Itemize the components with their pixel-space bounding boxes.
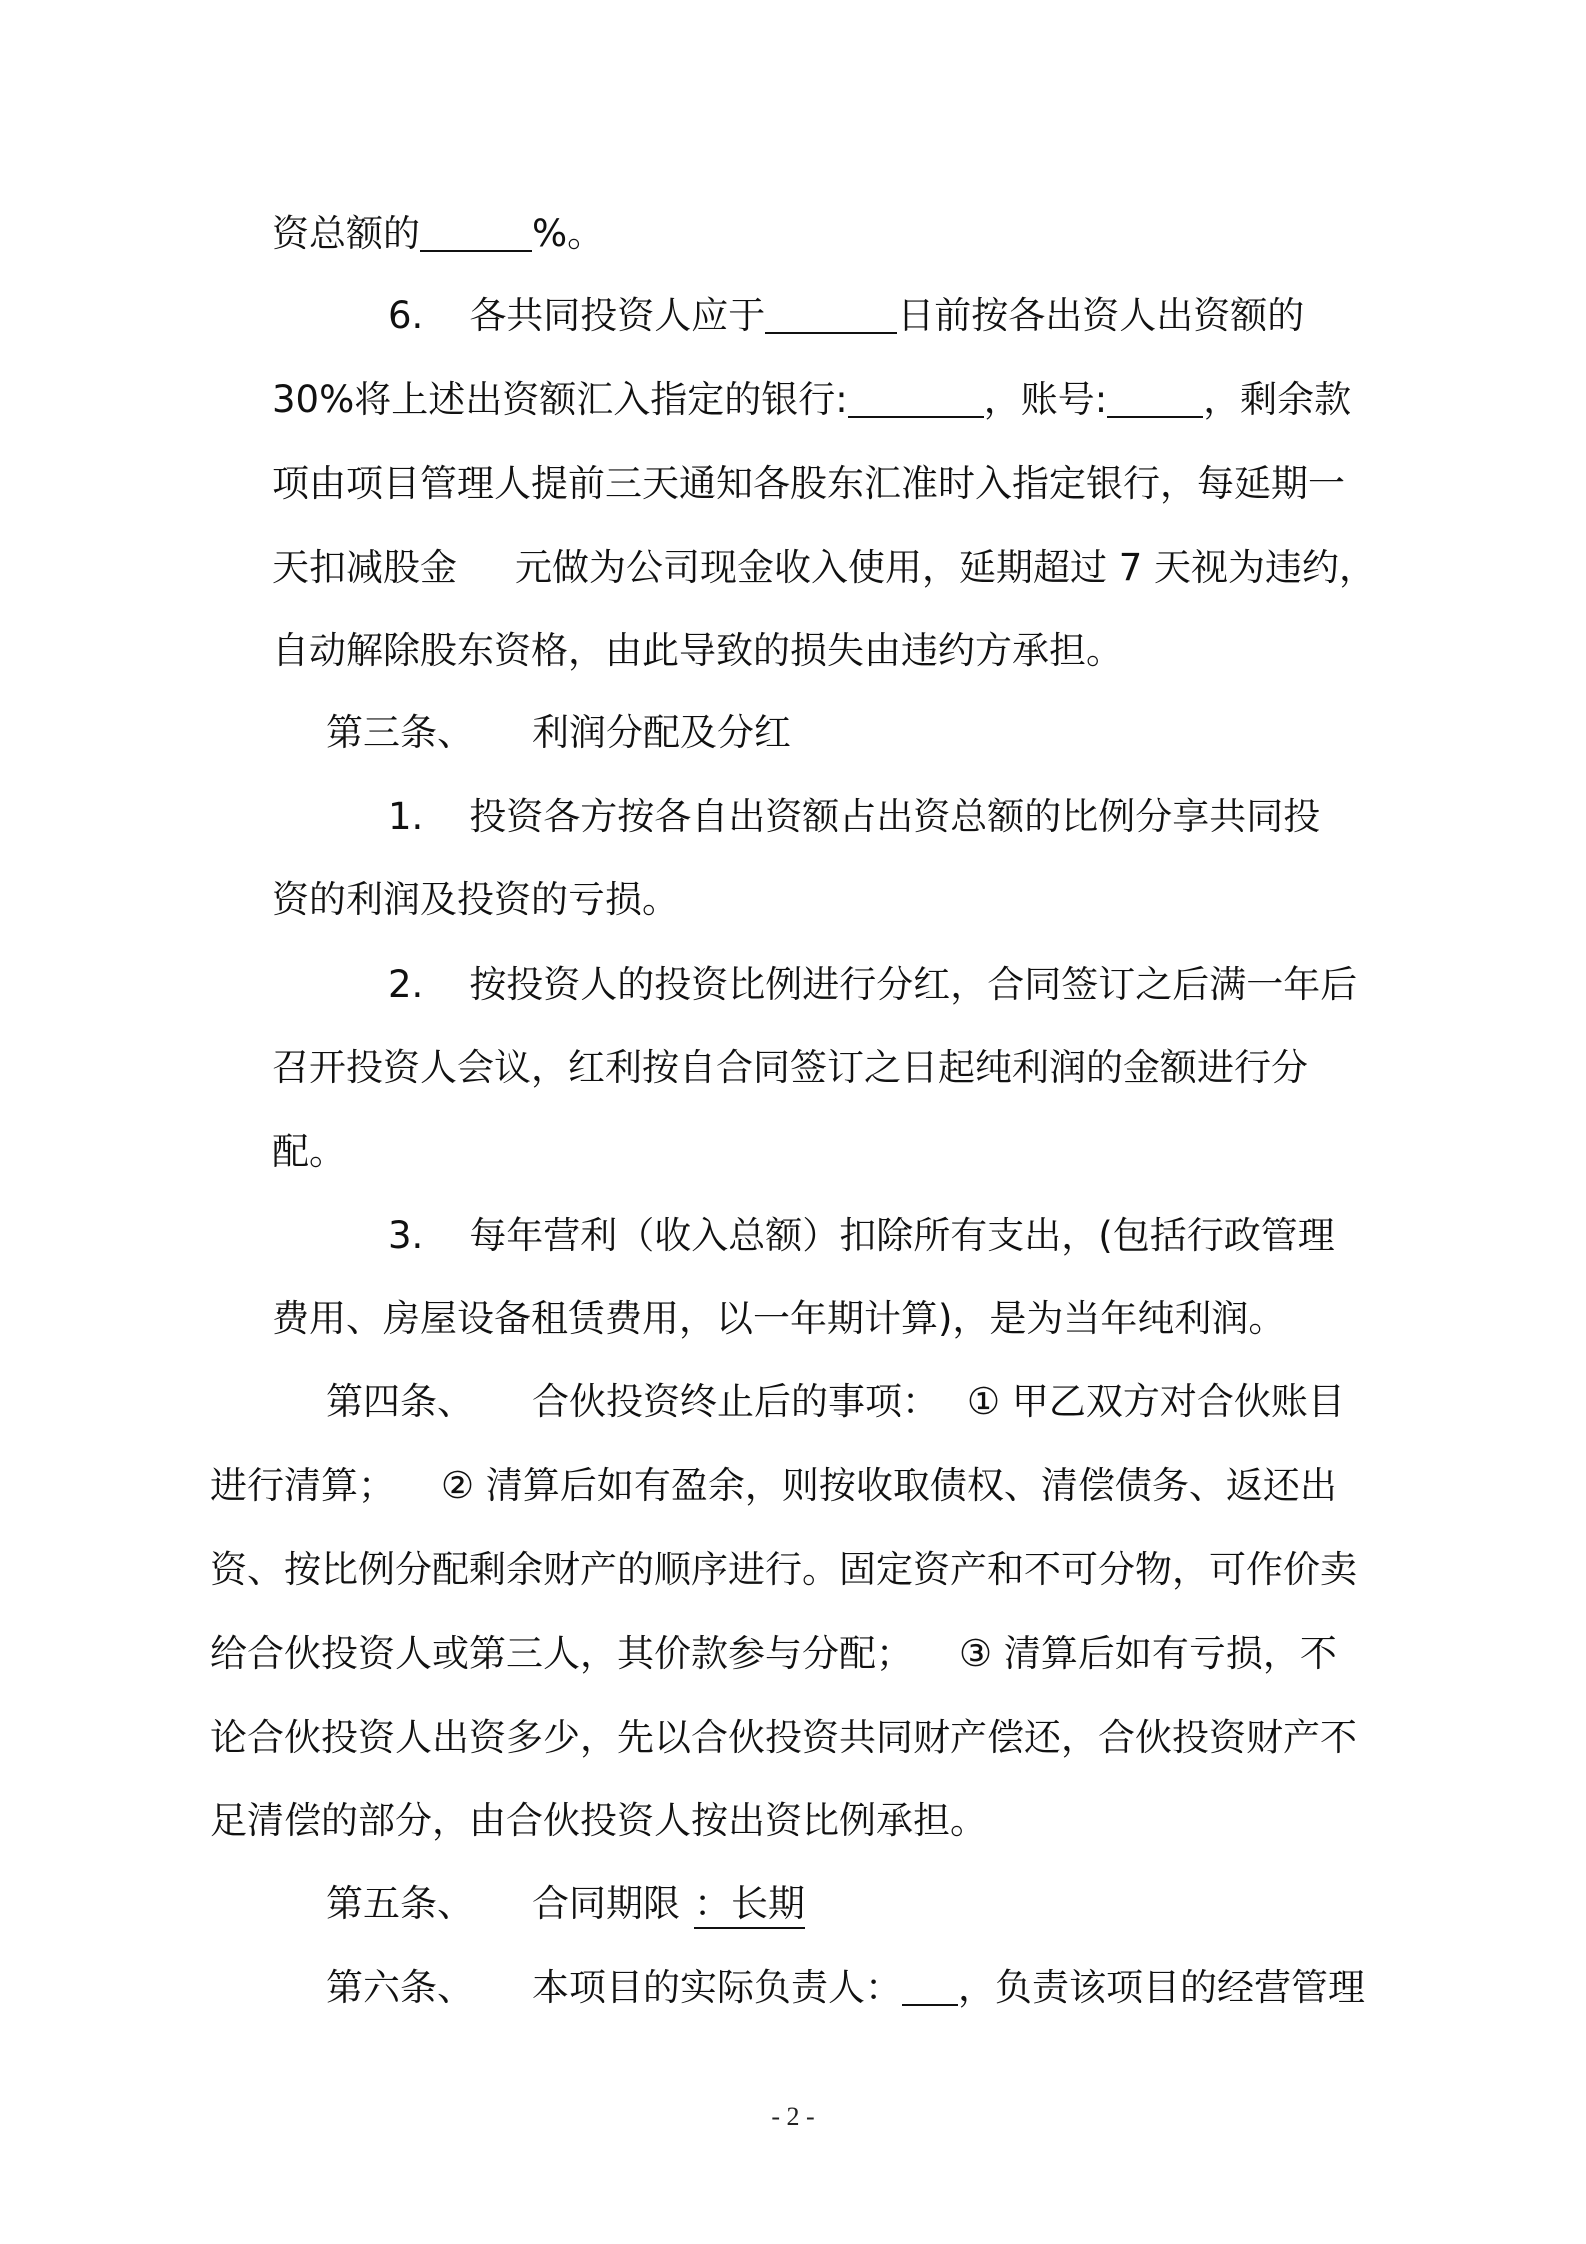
text-segment: 项由项目管理人提前三天通知各股东汇准时入指定银行，每延期一 <box>272 462 1345 505</box>
fill-blank <box>765 292 897 334</box>
text-segment: 30%将上述出资额汇入指定的银行: <box>272 378 848 421</box>
text-segment: 进行清算； <box>210 1464 395 1507</box>
text-line <box>272 210 604 258</box>
text-line <box>388 961 1357 1009</box>
fill-blank <box>1107 376 1203 418</box>
text-segment: 自动解除股东资格，由此导致的损失由违约方承担。 <box>272 629 1123 672</box>
text-line <box>388 292 1304 340</box>
text-line <box>272 376 1351 424</box>
text-segment: 召开投资人会议，红利按自合同签订之日起纯利润的金额进行分 <box>272 1046 1308 1089</box>
article-label: 第三条、 <box>326 711 474 754</box>
text-line <box>272 1295 1285 1343</box>
text-segment: 本项目的实际负责人： <box>532 1966 902 2009</box>
article-heading <box>326 1964 1365 2012</box>
article-label: 第六条、 <box>326 1966 474 2009</box>
text-segment: 日前按各出资人出资额的 <box>897 294 1305 337</box>
article-title: 利润分配及分红 <box>532 711 791 754</box>
text-segment: 投资各方按各自出资额占出资总额的比例分享共同投 <box>469 795 1321 838</box>
text-segment: %。 <box>532 212 605 255</box>
text-segment: ，账号: <box>983 378 1108 421</box>
item-number: 1. <box>388 795 424 838</box>
text-segment: 元做为公司现金收入使用，延期超过 7 天视为违约， <box>515 546 1377 589</box>
text-segment: ② 清算后如有盈余，则按收取债权、清偿债务、返还出 <box>441 1464 1337 1507</box>
text-segment: 资总额的 <box>272 212 420 255</box>
text-line <box>272 1128 346 1176</box>
text-segment: 每年营利（收入总额）扣除所有支出，(包括行政管理 <box>469 1214 1335 1257</box>
text-segment: 资的利润及投资的亏损。 <box>272 878 679 921</box>
text-line <box>272 876 679 924</box>
text-segment: 足清偿的部分，由合伙投资人按出资比例承担。 <box>210 1799 987 1842</box>
text-segment: 各共同投资人应于 <box>469 294 766 337</box>
text-line <box>210 1797 987 1845</box>
text-segment: 费用、房屋设备租赁费用，以一年期计算)，是为当年纯利润。 <box>272 1297 1286 1340</box>
text-line <box>210 1462 1337 1510</box>
article-label: 第四条、 <box>326 1380 474 1423</box>
text-line <box>272 627 1123 675</box>
text-segment: 天扣减股金 <box>272 546 457 589</box>
text-segment: ，负责该项目的经营管理 <box>958 1966 1365 2009</box>
article-heading <box>326 709 791 757</box>
text-segment: 论合伙投资人出资多少，先以合伙投资共同财产偿还，合伙投资财产不 <box>210 1716 1357 1759</box>
article-heading <box>326 1880 805 1928</box>
page-number: - 2 - <box>771 2102 815 2131</box>
text-segment: ① 甲乙双方对合伙账目 <box>967 1380 1345 1423</box>
text-line <box>272 544 1376 592</box>
text-segment: ，剩余款 <box>1203 378 1352 421</box>
item-number: 6. <box>388 294 424 337</box>
text-segment: 合伙投资终止后的事项： <box>532 1380 939 1423</box>
text-line <box>272 1044 1308 1092</box>
text-segment: 合同期限 <box>532 1882 680 1925</box>
text-line <box>210 1714 1357 1762</box>
item-number: 2. <box>388 963 424 1006</box>
text-line <box>210 1630 1337 1678</box>
fill-blank <box>420 210 532 252</box>
text-line <box>210 1546 1357 1594</box>
contract-term-value: ：长期 <box>694 1882 805 1929</box>
article-label: 第五条、 <box>326 1882 474 1925</box>
text-segment: ③ 清算后如有亏损，不 <box>959 1632 1337 1675</box>
text-segment: 给合伙投资人或第三人，其价款参与分配； <box>210 1632 913 1675</box>
text-segment: 按投资人的投资比例进行分红，合同签订之后满一年后 <box>469 963 1358 1006</box>
fill-blank <box>848 376 984 418</box>
text-segment: 资、按比例分配剩余财产的顺序进行。固定资产和不可分物，可作价卖 <box>210 1548 1357 1591</box>
item-number: 3. <box>388 1214 424 1257</box>
text-line <box>272 460 1345 508</box>
article-heading <box>326 1378 1345 1426</box>
text-line <box>388 1212 1335 1260</box>
text-segment: 配。 <box>272 1130 346 1173</box>
text-line <box>388 793 1320 841</box>
fill-blank <box>902 1964 958 2006</box>
